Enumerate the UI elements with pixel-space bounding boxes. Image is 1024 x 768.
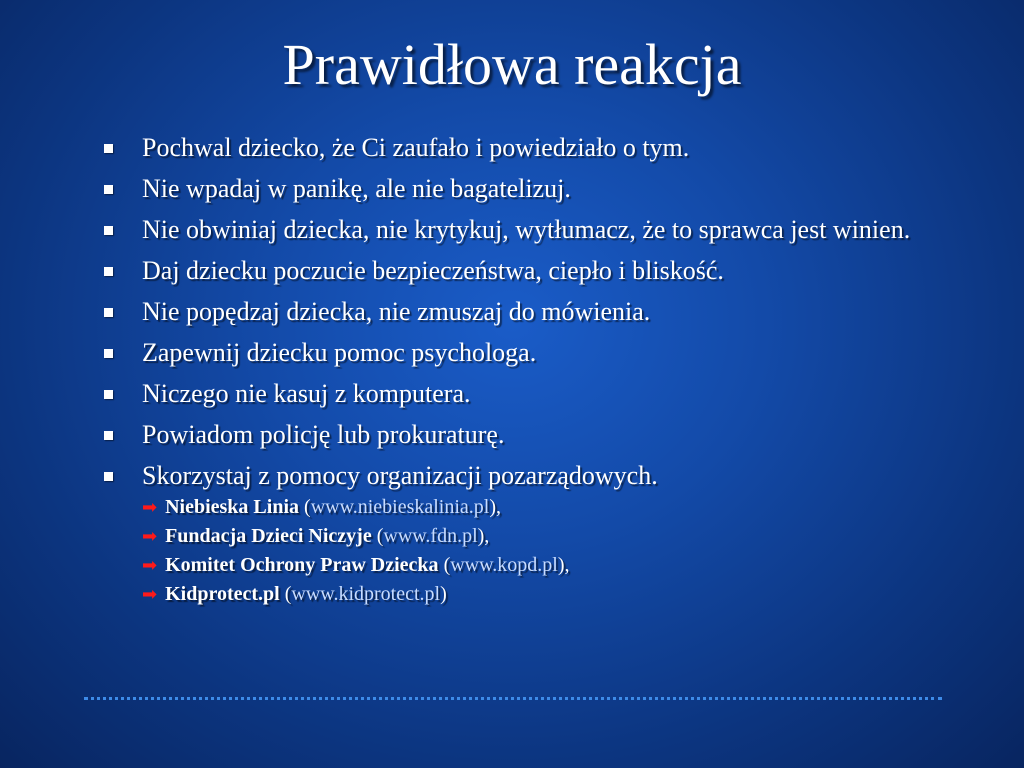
bullet-text: Nie obwiniaj dziecka, nie krytykuj, wytłumacz, że to sprawca jest winien.	[142, 215, 911, 244]
slide-title: Prawidłowa reakcja	[282, 32, 742, 97]
square-bullet-icon	[104, 472, 113, 481]
paren-open: (	[438, 554, 451, 576]
bullet-text: Zapewnij dziecku pomoc psychologa.	[142, 338, 537, 367]
organization-name: Kidprotect.pl	[165, 583, 280, 605]
paren-open: (	[371, 525, 384, 547]
square-bullet-icon	[104, 267, 113, 276]
bullet-item	[100, 419, 930, 450]
bullet-text: Niczego nie kasuj z komputera.	[142, 379, 471, 408]
square-bullet-icon	[104, 185, 113, 194]
bullet-text: Daj dziecku poczucie bezpieczeństwa, ciepło i bliskość.	[142, 256, 724, 285]
paren-close: ),	[477, 525, 490, 547]
organization-item	[142, 551, 930, 580]
bullet-text: Nie wpadaj w panikę, ale nie bagatelizuj.	[142, 174, 571, 203]
organization-list	[142, 493, 930, 609]
paren-close: ),	[557, 554, 570, 576]
bullet-item	[100, 337, 930, 368]
organization-item	[142, 522, 930, 551]
organization-name: Komitet Ochrony Praw Dziecka	[165, 554, 439, 576]
bullet-item	[100, 378, 930, 409]
organization-name: Fundacja Dzieci Niczyje	[165, 525, 372, 547]
dotted-divider	[84, 697, 942, 700]
organization-link[interactable]: www.niebieskalinia.pl	[310, 496, 490, 518]
square-bullet-icon	[104, 349, 113, 358]
square-bullet-icon	[104, 144, 113, 153]
organization-name: Niebieska Linia	[165, 496, 300, 518]
bullet-list	[100, 132, 930, 619]
bullet-text: Pochwal dziecko, że Ci zaufało i powiedziało o tym.	[142, 133, 690, 162]
square-bullet-icon	[104, 431, 113, 440]
organization-link[interactable]: www.kopd.pl	[450, 554, 558, 576]
bullet-item	[100, 173, 930, 204]
paren-open: (	[279, 583, 292, 605]
paren-close: )	[440, 583, 447, 605]
square-bullet-icon	[104, 226, 113, 235]
bullet-item	[100, 214, 930, 245]
bullet-text: Skorzystaj z pomocy organizacji pozarządowych.	[142, 461, 658, 490]
bullet-text: Powiadom policję lub prokuraturę.	[142, 420, 505, 449]
red-arrow-icon: ➡	[142, 526, 158, 547]
square-bullet-icon	[104, 390, 113, 399]
bullet-item	[100, 296, 930, 327]
organization-item	[142, 580, 930, 609]
bullet-item	[100, 132, 930, 163]
red-arrow-icon: ➡	[142, 555, 158, 576]
red-arrow-icon: ➡	[142, 584, 158, 605]
organization-item	[142, 493, 930, 522]
square-bullet-icon	[104, 308, 113, 317]
bullet-item	[100, 460, 930, 609]
organization-link[interactable]: www.fdn.pl	[383, 525, 478, 547]
red-arrow-icon: ➡	[142, 497, 158, 518]
organization-link[interactable]: www.kidprotect.pl	[291, 583, 441, 605]
paren-close: ),	[489, 496, 502, 518]
bullet-item	[100, 255, 930, 286]
bullet-text: Nie popędzaj dziecka, nie zmuszaj do mówienia.	[142, 297, 651, 326]
paren-open: (	[299, 496, 311, 518]
